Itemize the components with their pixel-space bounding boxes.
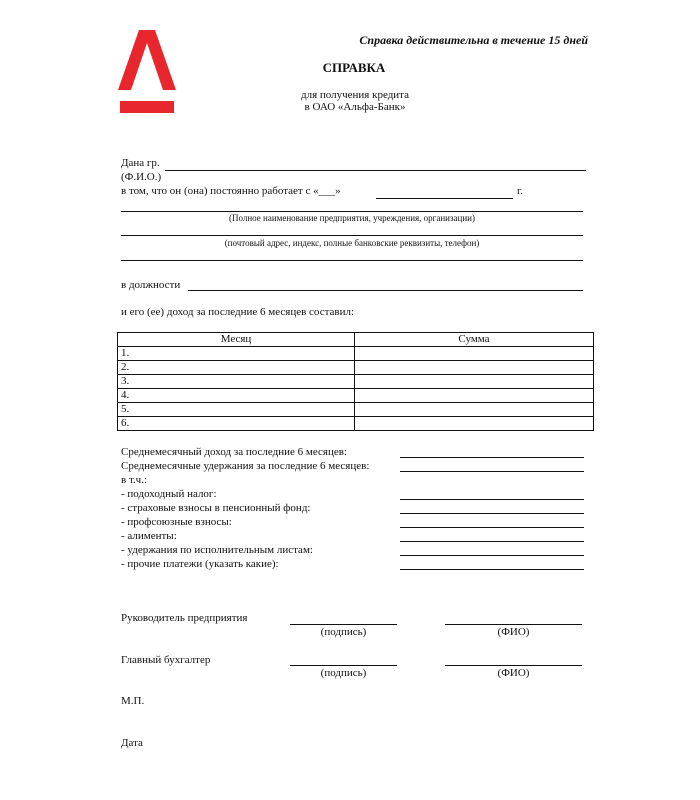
address-line-2[interactable]: [121, 260, 583, 261]
month-cell: 1.: [118, 347, 355, 361]
works-since-label: в том, что он (она) постоянно работает с «___»: [121, 185, 341, 197]
other-payments-line[interactable]: [400, 569, 584, 570]
works-since-field-line[interactable]: [376, 198, 513, 199]
header-sum: Сумма: [355, 333, 594, 347]
validity-note: Справка действительна в течение 15 дней: [359, 33, 588, 47]
address-caption: (почтовый адрес, индекс, полные банковские реквизиты, телефон): [224, 238, 480, 248]
month-cell: 4.: [118, 389, 355, 403]
other-payments-label: - прочие платежи (указать какие):: [121, 558, 279, 570]
month-cell: 6.: [118, 417, 355, 431]
union-label: - профсоюзные взносы:: [121, 516, 232, 528]
sum-cell[interactable]: [355, 375, 594, 389]
month-cell: 2.: [118, 361, 355, 375]
income-tax-label: - подоходный налог:: [121, 488, 217, 500]
org-caption: (Полное наименование предприятия, учреждения, организации): [228, 213, 475, 223]
position-field-line[interactable]: [188, 290, 583, 291]
logo-underline: [120, 101, 174, 113]
table-row: [118, 417, 594, 431]
sum-cell[interactable]: [355, 389, 594, 403]
table-row: [118, 403, 594, 417]
income-table: [117, 332, 594, 431]
accountant-label: Главный бухгалтер: [121, 654, 211, 666]
director-signature-line[interactable]: [290, 624, 397, 625]
subtitle-purpose: для получения кредита: [300, 89, 409, 101]
writs-line[interactable]: [400, 555, 584, 556]
year-suffix: г.: [517, 185, 524, 197]
position-label: в должности: [121, 279, 181, 291]
alimony-label: - алименты:: [121, 530, 177, 542]
header-month: Месяц: [118, 333, 355, 347]
stamp-label: М.П.: [121, 695, 145, 707]
fio-field-line[interactable]: [165, 170, 586, 171]
sum-cell[interactable]: [355, 403, 594, 417]
fio-label: (Ф.И.О.): [121, 171, 162, 183]
sum-cell[interactable]: [355, 347, 594, 361]
table-row: [118, 361, 594, 375]
alimony-line[interactable]: [400, 541, 584, 542]
director-name-caption: (ФИО): [497, 626, 530, 638]
income-intro: и его (ее) доход за последние 6 месяцев составил:: [121, 306, 355, 318]
month-cell: 3.: [118, 375, 355, 389]
accountant-signature-caption: (подпись): [320, 667, 367, 679]
director-name-line[interactable]: [445, 624, 582, 625]
avg-income-label: Среднемесячный доход за последние 6 месяцев:: [121, 446, 347, 458]
income-tax-line[interactable]: [400, 499, 584, 500]
accountant-name-caption: (ФИО): [497, 667, 530, 679]
sum-cell[interactable]: [355, 417, 594, 431]
table-row: [118, 375, 594, 389]
date-label: Дата: [121, 737, 143, 749]
table-row: [118, 389, 594, 403]
including-label: в т.ч.:: [121, 474, 148, 486]
subtitle-bank: в ОАО «Альфа-Банк»: [304, 101, 406, 113]
alfa-bank-logo-icon: [118, 30, 176, 90]
address-line[interactable]: [121, 235, 583, 236]
accountant-signature-line[interactable]: [290, 665, 397, 666]
given-label: Дана гр.: [121, 157, 160, 169]
writs-label: - удержания по исполнительным листам:: [121, 544, 313, 556]
sum-cell[interactable]: [355, 361, 594, 375]
avg-income-line[interactable]: [400, 457, 584, 458]
avg-deductions-label: Среднемесячные удержания за последние 6 месяцев:: [121, 460, 370, 472]
table-header-row: [118, 333, 594, 347]
pension-label: - страховые взносы в пенсионный фонд:: [121, 502, 311, 514]
accountant-name-line[interactable]: [445, 665, 582, 666]
avg-deductions-line[interactable]: [400, 471, 584, 472]
org-name-line[interactable]: [121, 211, 583, 212]
pension-line[interactable]: [400, 513, 584, 514]
director-signature-caption: (подпись): [320, 626, 367, 638]
director-label: Руководитель предприятия: [121, 612, 248, 624]
month-cell: 5.: [118, 403, 355, 417]
union-line[interactable]: [400, 527, 584, 528]
document-title: СПРАВКА: [322, 60, 386, 75]
table-row: [118, 347, 594, 361]
